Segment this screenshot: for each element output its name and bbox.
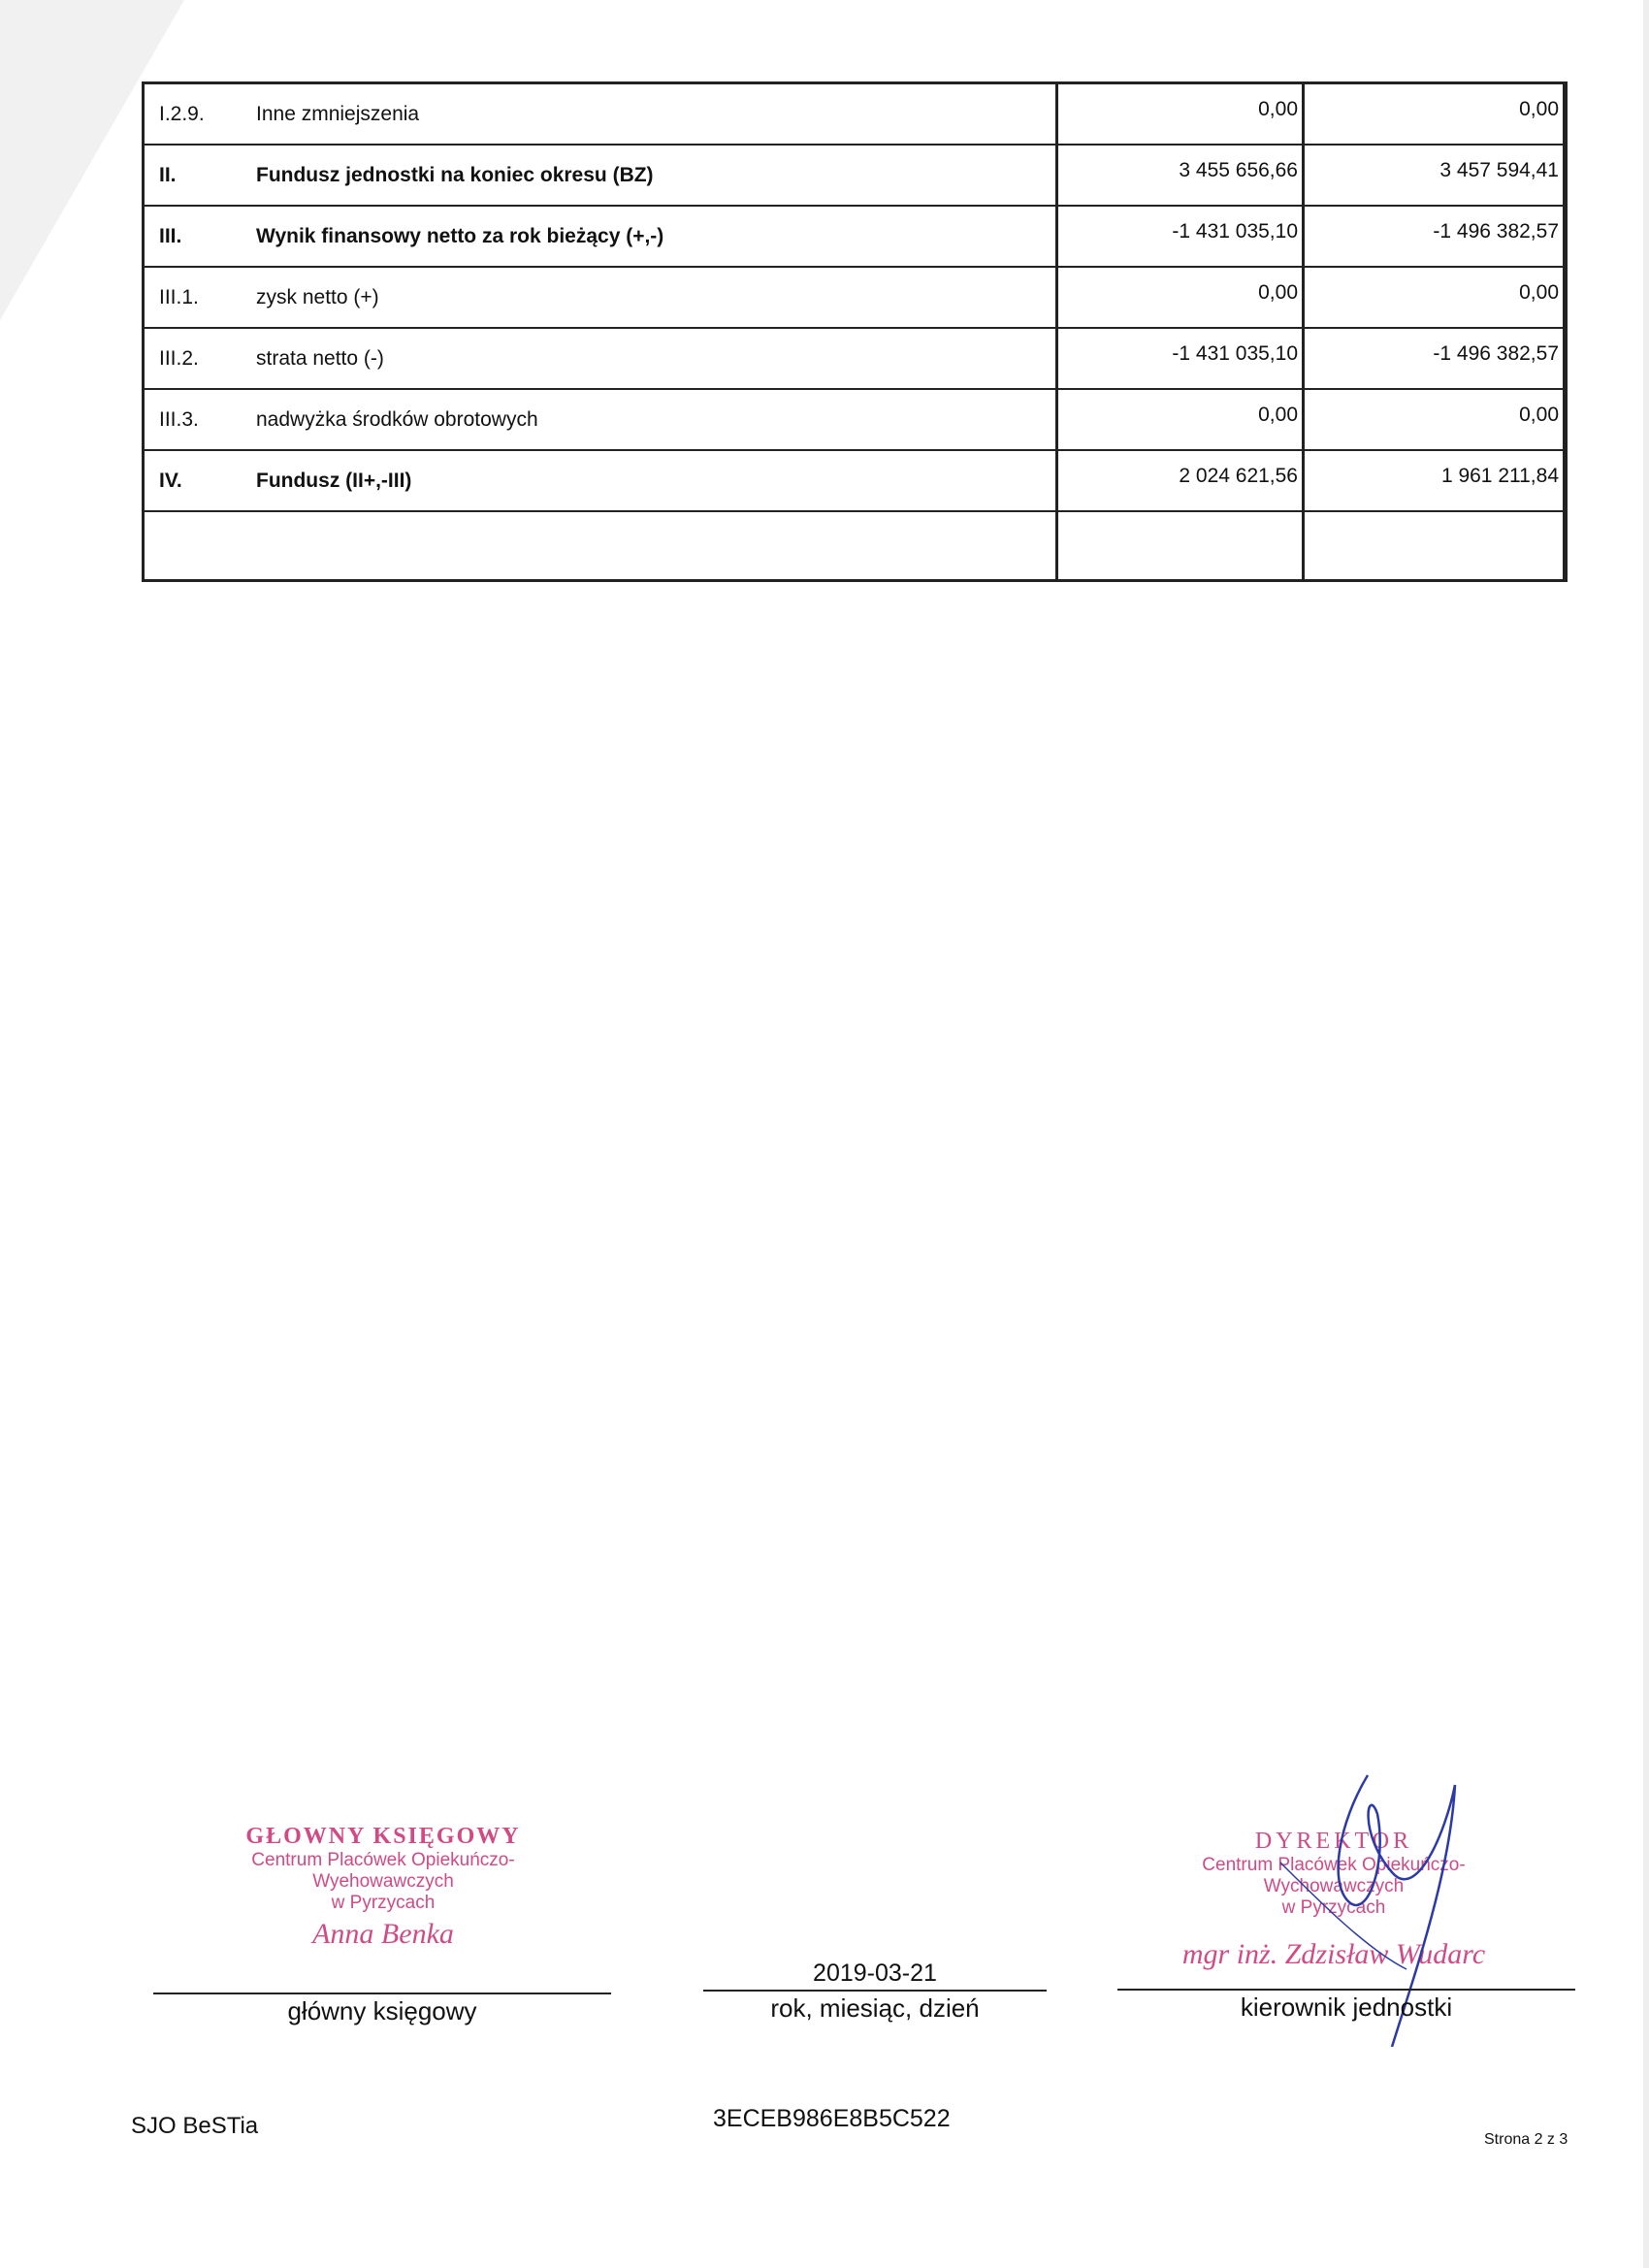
row-code: I.2.9. — [159, 102, 205, 125]
row-label: Fundusz (II+,-III) — [251, 451, 1058, 510]
row-code: III. — [159, 224, 182, 247]
row-value-current: 2 024 621,56 — [1058, 451, 1305, 510]
document-code: 3ECEB986E8B5C522 — [713, 2105, 951, 2132]
row-code: III.2. — [159, 346, 199, 370]
row-code — [145, 512, 251, 579]
row-value-current: 0,00 — [1058, 390, 1305, 449]
row-code: IV. — [159, 469, 182, 492]
stamp-institution: Centrum Placówek Opiekuńczo-Wychowawczych — [1202, 1855, 1466, 1896]
accountant-caption: główny księgowy — [287, 1996, 477, 2025]
row-label — [251, 512, 1058, 579]
row-value-current: 0,00 — [1058, 84, 1305, 144]
table-row — [145, 390, 1565, 451]
stamp-city: w Pyrzycach — [1281, 1897, 1386, 1918]
row-code: III.1. — [159, 285, 199, 308]
row-label: nadwyżka środków obrotowych — [251, 390, 1058, 449]
system-name: SJO BeSTia — [131, 2113, 259, 2139]
row-value-current: -1 431 035,10 — [1058, 329, 1305, 388]
table-row — [145, 268, 1565, 329]
stamp-title: DYREKTOR — [1254, 1829, 1413, 1854]
date-caption: rok, miesiąc, dzień — [770, 1993, 980, 2023]
row-label: Inne zmniejszenia — [251, 84, 1058, 144]
row-value-current — [1058, 512, 1305, 579]
row-code: III.3. — [159, 407, 199, 431]
director-caption: kierownik jednostki — [1240, 1993, 1453, 2022]
row-label: strata netto (-) — [251, 329, 1058, 388]
director-signature-line — [1117, 1989, 1575, 1991]
row-value-previous: 0,00 — [1305, 268, 1565, 327]
row-label: zysk netto (+) — [251, 268, 1058, 327]
row-value-previous: 0,00 — [1305, 390, 1565, 449]
table-row — [145, 84, 1565, 146]
row-label: Wynik finansowy netto za rok bieżący (+,-) — [251, 207, 1058, 266]
accountant-signature-line — [153, 1993, 611, 1994]
row-value-previous: 1 961 211,84 — [1305, 451, 1565, 510]
row-value-previous: 3 457 594,41 — [1305, 146, 1565, 205]
table-row — [145, 329, 1565, 390]
signature-date: 2019-03-21 — [813, 1960, 937, 1987]
row-value-current: 0,00 — [1058, 268, 1305, 327]
stamp-title: GŁOWNY KSIĘGOWY — [245, 1824, 521, 1849]
date-line — [703, 1990, 1047, 1992]
stamp-institution: Centrum Placówek Opiekuńczo-Wyehowawczych — [251, 1850, 515, 1892]
row-value-current: 3 455 656,66 — [1058, 146, 1305, 205]
financial-table — [142, 81, 1568, 582]
row-value-current: -1 431 035,10 — [1058, 207, 1305, 266]
row-value-previous: 0,00 — [1305, 84, 1565, 144]
row-value-previous — [1305, 512, 1565, 579]
row-value-previous: -1 496 382,57 — [1305, 329, 1565, 388]
row-value-previous: -1 496 382,57 — [1305, 207, 1565, 266]
page-number: Strona 2 z 3 — [1484, 2131, 1568, 2148]
stamp-person-name: Anna Benka — [312, 1918, 454, 1950]
stamp-city: w Pyrzycach — [331, 1893, 436, 1913]
row-label: Fundusz jednostki na koniec okresu (BZ) — [251, 146, 1058, 205]
table-row — [145, 451, 1565, 512]
scan-edge — [1643, 0, 1649, 2268]
table-row — [145, 207, 1565, 268]
table-row — [145, 512, 1565, 579]
table-row — [145, 146, 1565, 207]
row-code: II. — [159, 163, 177, 186]
stamp-person-name: mgr inż. Zdzisław Wudarc — [1181, 1938, 1486, 1970]
chief-accountant-stamp — [209, 1824, 558, 1951]
